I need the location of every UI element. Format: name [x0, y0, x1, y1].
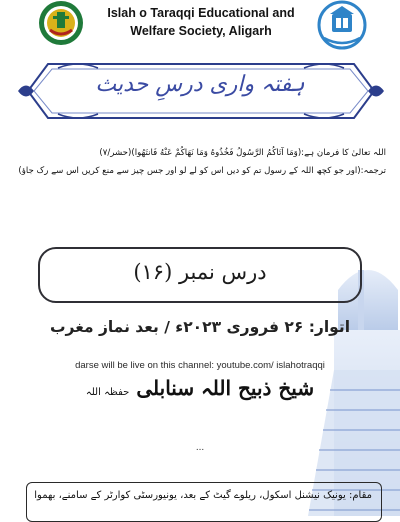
speaker-name-text: شیخ ذبیح اللہ سنابلی — [136, 376, 315, 400]
speaker-honorific: حفظہ اللہ — [85, 387, 130, 398]
live-stream-note: darse will be live on this channel: youtube.com/ islahotraqqi — [75, 360, 325, 371]
date-time: اتوار: ۲۶ فروری ۲۰۲۳ء / بعد نماز مغرب — [49, 318, 351, 336]
venue-text: مقام: یونیک نیشنل اسکول، ریلوے گیٹ کے بعد، یونیورسٹی کوارٹر کے سامنے، بھموا — [34, 490, 372, 501]
org-line-2: Welfare Society, Aligarh — [130, 24, 272, 38]
society-logo-left — [38, 0, 84, 46]
society-logo-right — [312, 0, 372, 50]
speaker-name — [60, 376, 340, 400]
verse-translation: ترجمہ:(اور جو کچھ اللہ کے رسول تم کو دیں اس کو لے لو اور جس چیز سے منع کریں اس سے رک جاؤ) — [18, 166, 386, 176]
organization-name — [96, 4, 306, 40]
banner-title: ہفتہ واری درسِ حدیث — [95, 72, 305, 97]
venue-box — [26, 482, 382, 522]
separator-dots: ... — [195, 442, 205, 453]
org-line-1: Islah o Taraqqi Educational and — [107, 6, 295, 20]
dars-number: درس نمبر (۱۶) — [133, 260, 267, 284]
quran-verse: اللہ تعالیٰ کا فرمان ہے:(وَمَا آتَاكُمُ الرَّسُولُ فَخُذُوهُ وَمَا نَهَاكُمْ عَنْهُ فَانتَهُوا)(حشر/۷) — [99, 148, 386, 158]
